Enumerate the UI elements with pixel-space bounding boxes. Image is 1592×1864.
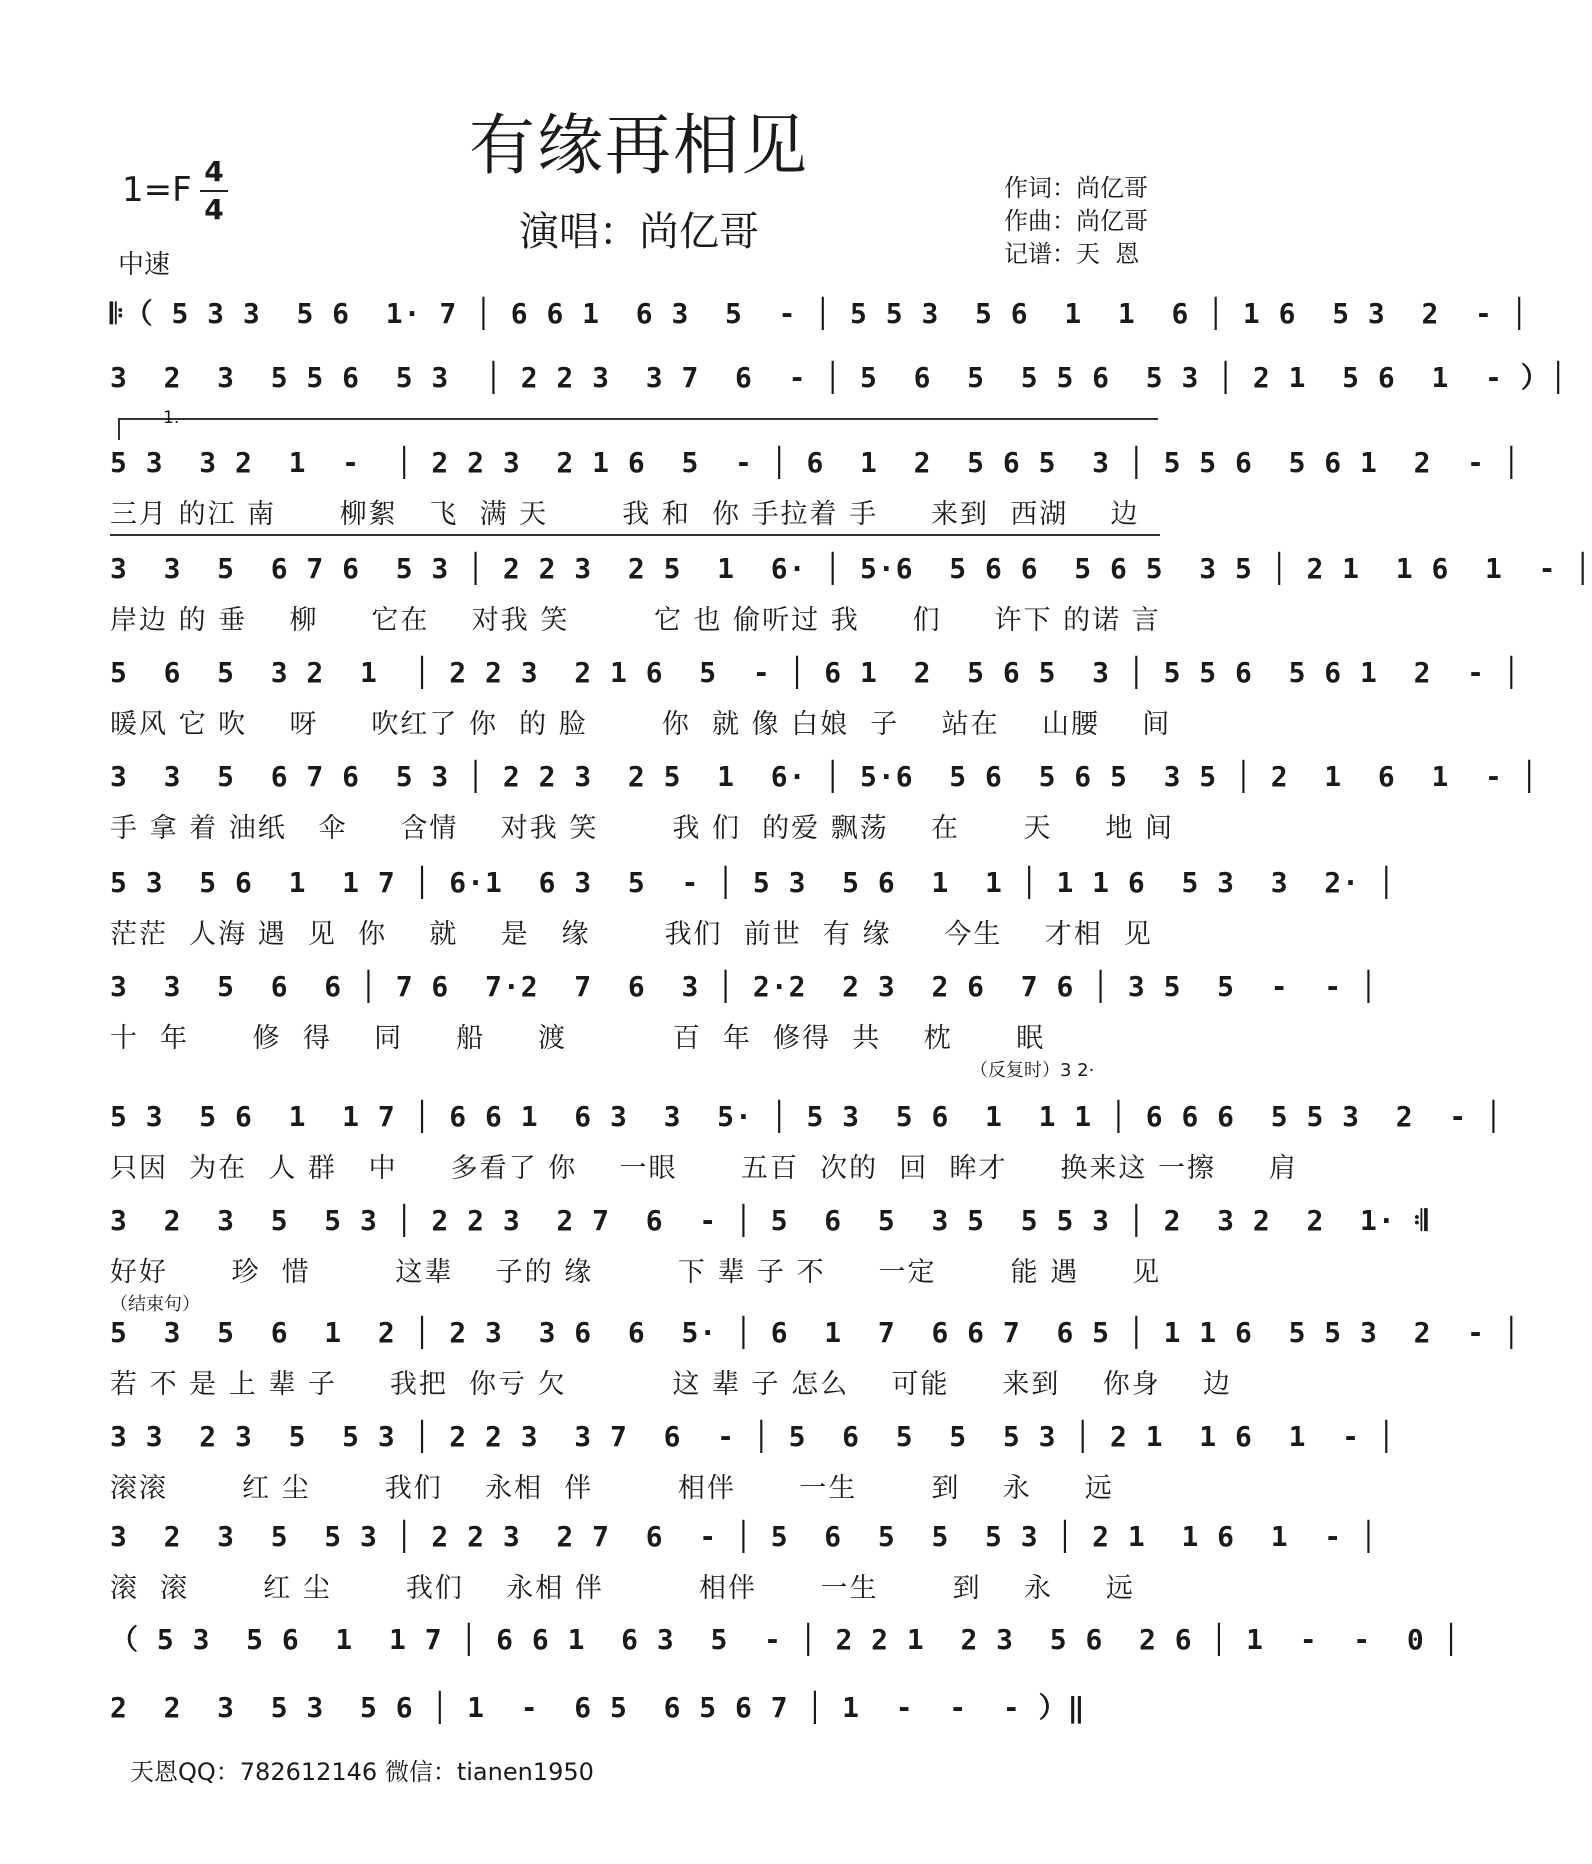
time-signature-top: 4 bbox=[204, 155, 224, 188]
score-line-3-music: 5 3 3 2 1 - │ 2 2 3 2 1 6 5 - │ 6 1 2 5 6 5 3 │ 5 5 6 5 6 1 2 - │ bbox=[110, 446, 1521, 479]
score-line-9-lyrics: 只因 为在 人 群 中 多看了 你 一眼 五百 次的 回 眸才 换来这 一擦 肩 bbox=[110, 1153, 1298, 1184]
time-signature-bottom: 4 bbox=[204, 193, 224, 226]
singer-credit: 演唱：尚亿哥 bbox=[519, 209, 759, 255]
score-line-8-music: 3 3 5 6 6 │ 7 6 7·2 7 6 3 │ 2·2 2 3 2 6 7 6 │ 3 5 5 - - │ bbox=[110, 970, 1378, 1003]
score-line-12-lyrics: 滚滚 红 尘 我们 永相 伴 相伴 一生 到 永 远 bbox=[110, 1473, 1114, 1504]
score-line-6-lyrics: 手 拿 着 油纸 伞 含情 对我 笑 我 们 的爱 飘荡 在 天 地 间 bbox=[110, 813, 1175, 844]
score-line-7-lyrics: 茫茫 人海 遇 见 你 就 是 缘 我们 前世 有 缘 今生 才相 见 bbox=[110, 919, 1153, 950]
time-signature bbox=[200, 156, 228, 226]
score-line-5-lyrics: 暖风 它 吹 呀 吹红了 你 的 脸 你 就 像 白娘 子 站在 山腰 间 bbox=[110, 709, 1172, 740]
score-line-1-music: 𝄆（ 5 3 3 5 6 1· 7 │ 6 6 1 6 3 5 - │ 5 5 3 5 6 1 1 6 │ 1 6 5 3 2 - │ bbox=[110, 297, 1529, 330]
time-signature-bar bbox=[200, 190, 228, 192]
score-line-15-music: 2 2 3 5 3 5 6 │ 1 - 6 5 6 5 6 7 │ 1 - - - ）‖ bbox=[110, 1691, 1086, 1724]
score-line-13-music: 3 2 3 5 5 3 │ 2 2 3 2 7 6 - │ 5 6 5 5 5 3 │ 2 1 1 6 1 - │ bbox=[110, 1520, 1378, 1553]
score-line-11-music: 5 3 5 6 1 2 │ 2 3 3 6 6 5· │ 6 1 7 6 6 7 6 5 │ 1 1 6 5 5 3 2 - │ bbox=[110, 1316, 1521, 1349]
credits-block bbox=[1004, 172, 1148, 271]
ending-note: （结束句） bbox=[110, 1294, 200, 1315]
lyricist-credit: 作词：尚亿哥 bbox=[1004, 174, 1148, 202]
score-line-14-music: （ 5 3 5 6 1 1 7 │ 6 6 1 6 3 5 - │ 2 2 1 2 3 5 6 2 6 │ 1 - - 0 │ bbox=[110, 1623, 1461, 1656]
volta-rule bbox=[110, 534, 1160, 536]
tempo-marking: 中速 bbox=[118, 250, 171, 280]
score-line-11-lyrics: 若 不 是 上 辈 子 我把 你亏 欠 这 辈 子 怎么 可能 来到 你身 边 bbox=[110, 1369, 1233, 1400]
score-line-3-lyrics: 三月 的江 南 柳絮 飞 满 天 我 和 你 手拉着 手 来到 西湖 边 bbox=[110, 499, 1140, 530]
volta-bracket-tick bbox=[118, 418, 120, 440]
score-line-8-lyrics: 十 年 修 得 同 船 渡 百 年 修得 共 枕 眠 bbox=[110, 1023, 1046, 1054]
volta-bracket bbox=[118, 418, 1158, 420]
transcriber-credit: 记谱：天 恩 bbox=[1004, 240, 1140, 268]
score-line-10-lyrics: 好好 珍 惜 这辈 子的 缘 下 辈 子 不 一定 能 遇 见 bbox=[110, 1257, 1162, 1288]
score-line-2-music: 3 2 3 5 5 6 5 3 │ 2 2 3 3 7 6 - │ 5 6 5 5 5 6 5 3 │ 2 1 5 6 1 - ）│ bbox=[110, 361, 1568, 394]
score-line-13-lyrics: 滚 滚 红 尘 我们 永相 伴 相伴 一生 到 永 远 bbox=[110, 1573, 1135, 1604]
score-line-12-music: 3 3 2 3 5 5 3 │ 2 2 3 3 7 6 - │ 5 6 5 5 5 3 │ 2 1 1 6 1 - │ bbox=[110, 1420, 1396, 1453]
score-line-4-lyrics: 岸边 的 垂 柳 它在 对我 笑 它 也 偷听过 我 们 许下 的诺 言 bbox=[110, 605, 1161, 636]
key-signature: 1=F bbox=[122, 170, 192, 210]
score-line-10-music: 3 2 3 5 5 3 │ 2 2 3 2 7 6 - │ 5 6 5 3 5 5 5 3 │ 2 3 2 2 1· 𝄇 bbox=[110, 1204, 1429, 1237]
score-line-6-music: 3 3 5 6 7 6 5 3 │ 2 2 3 2 5 1 6· │ 5·6 5 6 5 6 5 3 5 │ 2 1 6 1 - │ bbox=[110, 760, 1539, 793]
score-line-4-music: 3 3 5 6 7 6 5 3 │ 2 2 3 2 5 1 6· │ 5·6 5 6 6 5 6 5 3 5 │ 2 1 1 6 1 - │ bbox=[110, 552, 1592, 585]
contact-footer: 天恩QQ：782612146 微信：tianen1950 bbox=[130, 1758, 594, 1786]
score-line-5-music: 5 6 5 3 2 1 │ 2 2 3 2 1 6 5 - │ 6 1 2 5 6 5 3 │ 5 5 6 5 6 1 2 - │ bbox=[110, 656, 1521, 689]
composer-credit: 作曲：尚亿哥 bbox=[1004, 207, 1148, 235]
score-line-7-music: 5 3 5 6 1 1 7 │ 6·1 6 3 5 - │ 5 3 5 6 1 1 │ 1 1 6 5 3 3 2· │ bbox=[110, 866, 1396, 899]
repeat-note: （反复时）3 2· bbox=[970, 1060, 1095, 1081]
score-line-9-music: 5 3 5 6 1 1 7 │ 6 6 1 6 3 3 5· │ 5 3 5 6 1 1 1 │ 6 6 6 5 5 3 2 - │ bbox=[110, 1100, 1503, 1133]
song-title: 有缘再相见 bbox=[469, 107, 809, 184]
volta-label: 1. bbox=[163, 408, 180, 428]
